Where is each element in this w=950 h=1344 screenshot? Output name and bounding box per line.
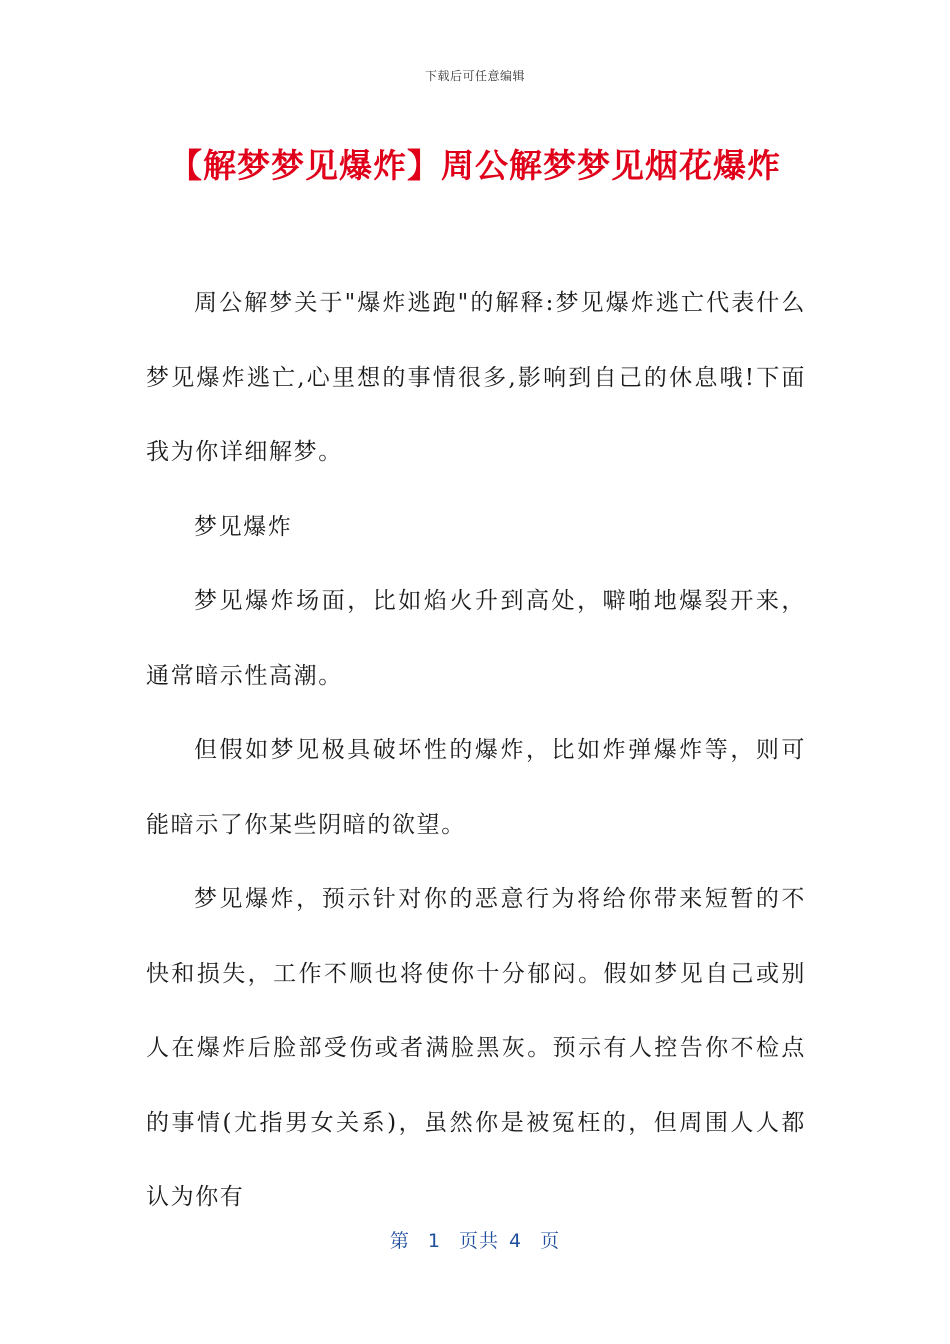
page-mid: 页共 xyxy=(458,1230,499,1252)
paragraph-fireworks: 梦见爆炸场面，比如焰火升到高处，噼啪地爆裂开来，通常暗示性高潮。 xyxy=(146,588,806,689)
current-page-number: 1 xyxy=(427,1230,441,1252)
document-body xyxy=(146,266,806,1235)
paragraph-destructive: 但假如梦见极具破坏性的爆炸，比如炸弹爆炸等，则可能暗示了你某些阴暗的欲望。 xyxy=(146,737,806,838)
total-pages-number: 4 xyxy=(509,1230,523,1252)
paragraph-subheading: 梦见爆炸 xyxy=(194,513,293,540)
page-prefix: 第 xyxy=(389,1230,410,1252)
page-number-footer xyxy=(0,1226,950,1253)
document-title: 【解梦梦见爆炸】周公解梦梦见烟花爆炸 xyxy=(169,146,781,185)
paragraph-intro: 周公解梦关于"爆炸逃跑"的解释:梦见爆炸逃亡代表什么梦见爆炸逃亡,心里想的事情很多,影响到自己的休息哦!下面我为你详细解梦。 xyxy=(146,290,806,465)
header-note: 下载后可任意编辑 xyxy=(424,69,525,83)
paragraph-omen: 梦见爆炸，预示针对你的恶意行为将给你带来短暂的不快和损失，工作不顺也将使你十分郁闷。假如梦见自己或别人在爆炸后脸部受伤或者满脸黑灰。预示有人控告你不检点的事情(尤指男女关系)，虽然你是被冤枉的，但周围人人都认为你有 xyxy=(146,886,806,1210)
page-suffix: 页 xyxy=(540,1230,561,1252)
